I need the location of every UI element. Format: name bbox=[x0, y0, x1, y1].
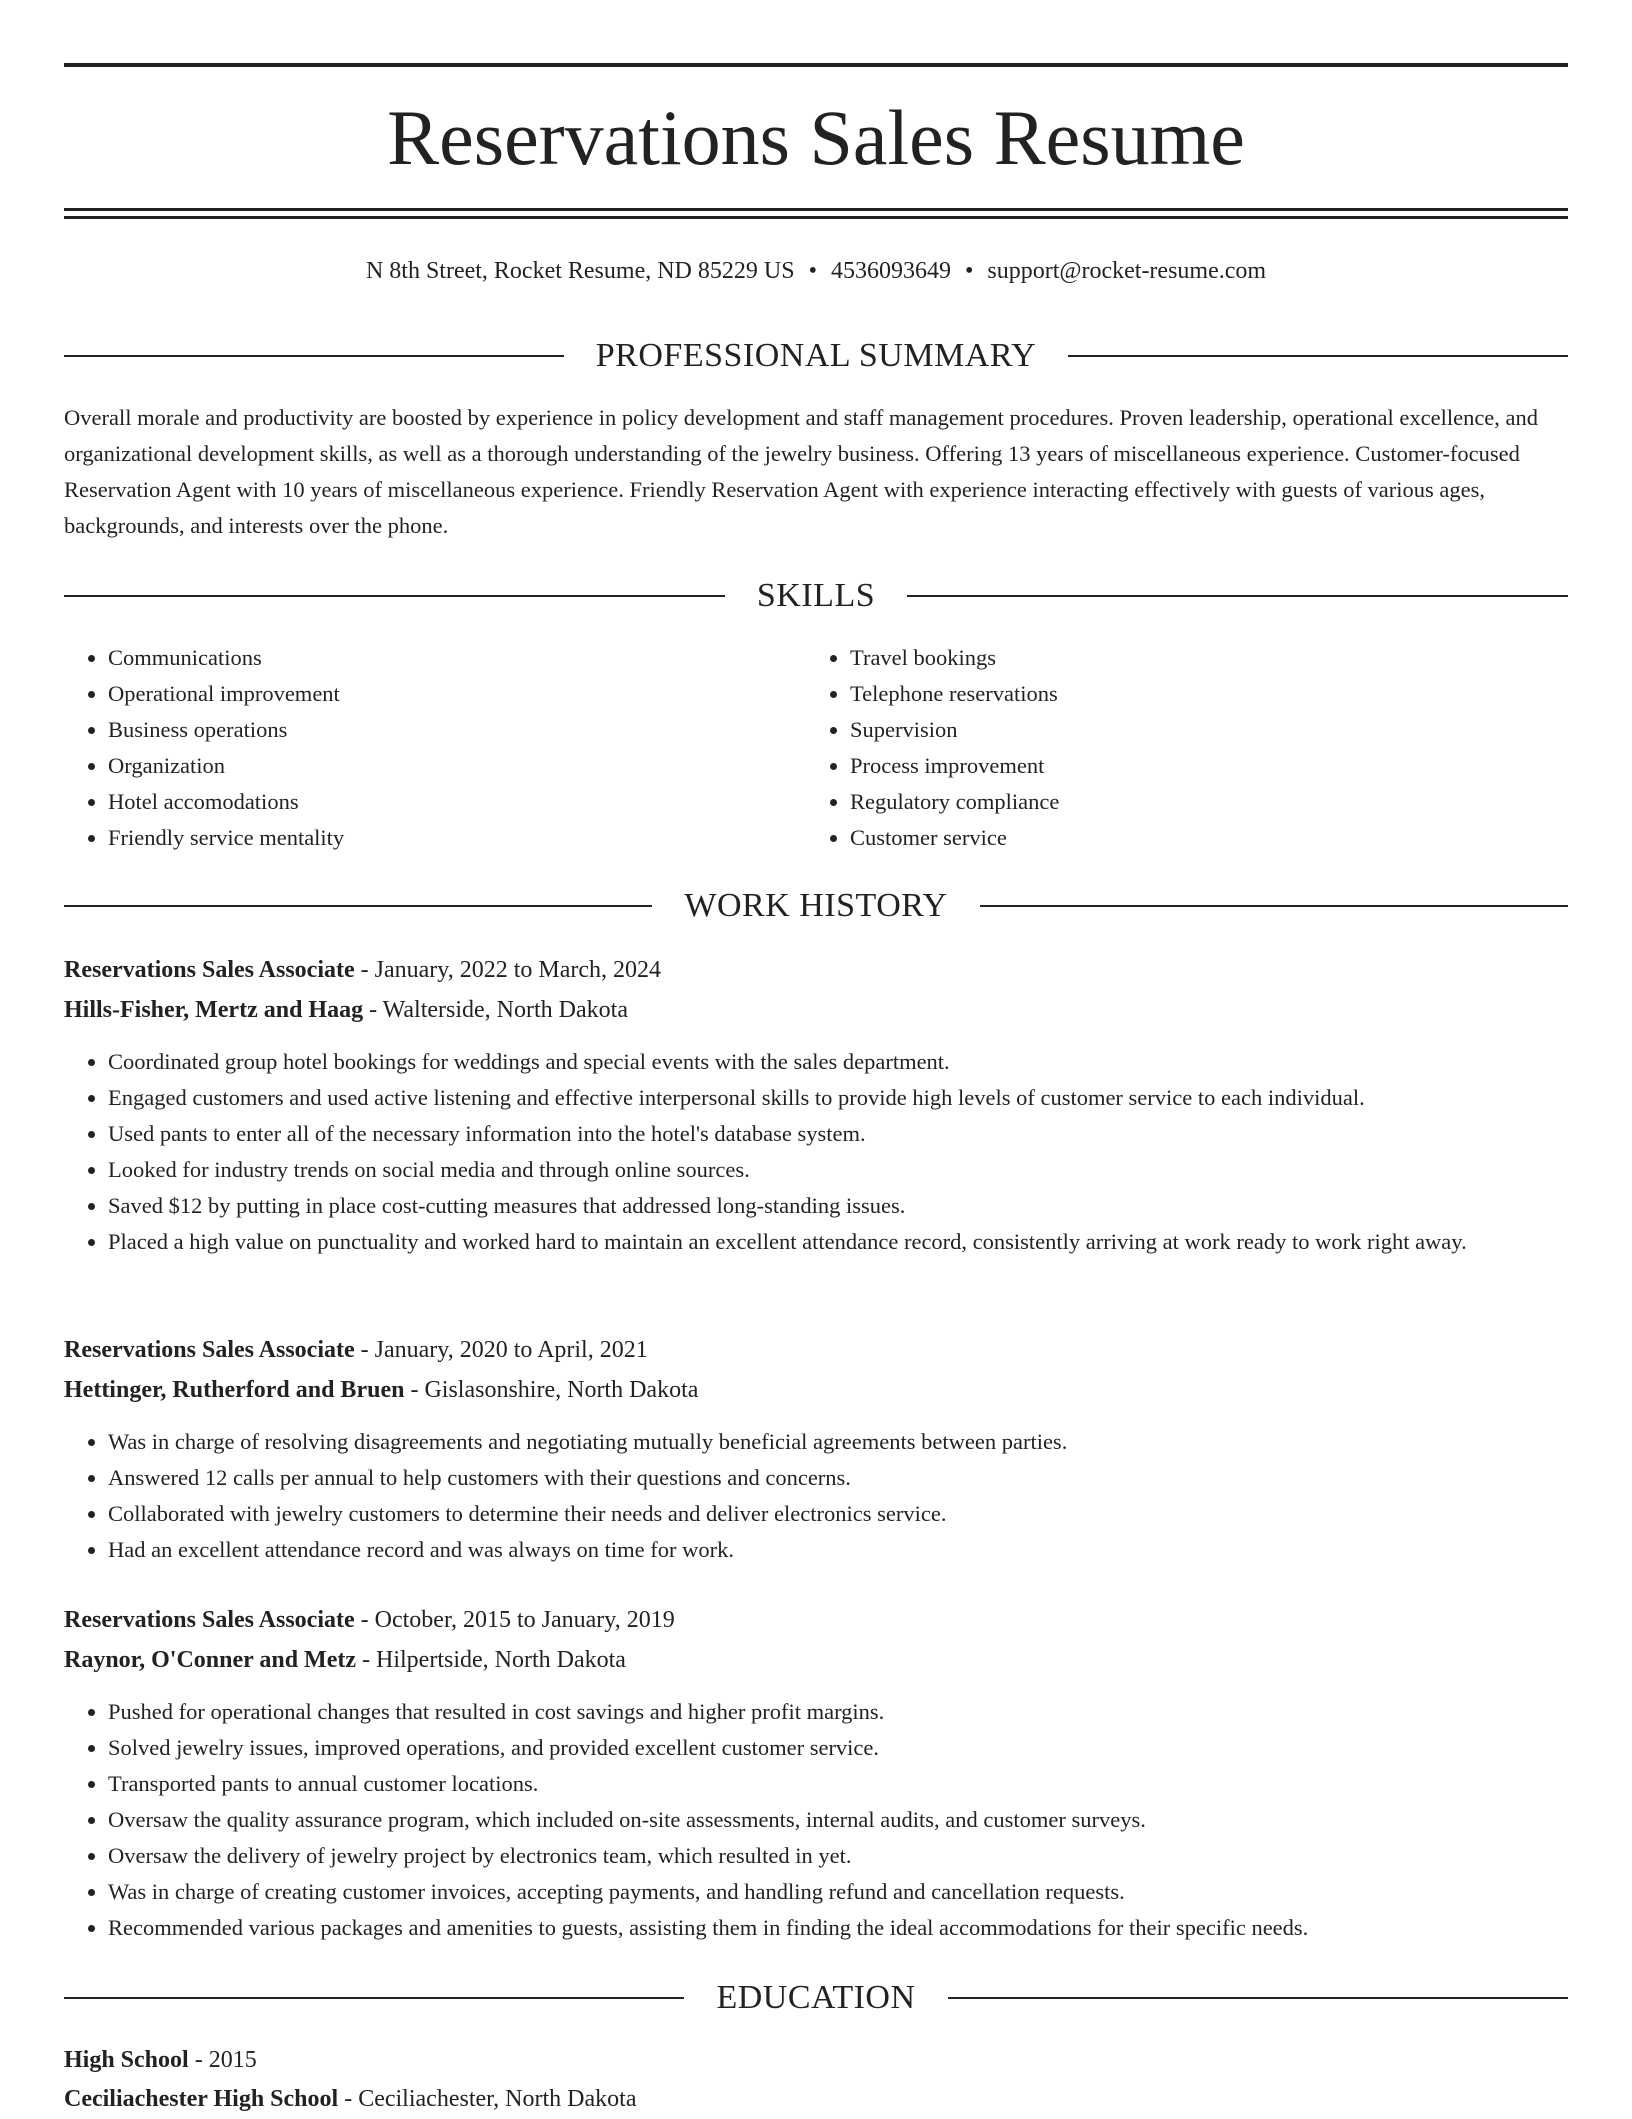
skill-item: • Regulatory compliance bbox=[850, 784, 1550, 820]
top-rule bbox=[64, 63, 1568, 67]
dash: - bbox=[404, 1377, 425, 1403]
dash: - bbox=[354, 1607, 375, 1633]
section-title: WORK HISTORY bbox=[684, 887, 948, 924]
job-title-line bbox=[64, 1330, 1568, 1370]
job-bullet: • Transported pants to annual customer locations. bbox=[108, 1766, 1568, 1802]
job-location: Gislasonshire, North Dakota bbox=[424, 1377, 699, 1403]
job-bullet: • Was in charge of creating customer invoices, accepting payments, and handling refund and cancellation requests. bbox=[108, 1874, 1568, 1910]
skill-item: • Telephone reservations bbox=[850, 676, 1550, 712]
contact-separator: • bbox=[964, 258, 974, 284]
job-location: Hilpertside, North Dakota bbox=[376, 1647, 626, 1673]
job-bullet: • Saved $12 by putting in place cost-cutting measures that addressed long-standing issues. bbox=[108, 1188, 1568, 1224]
job-bullet: • Looked for industry trends on social media and through online sources. bbox=[108, 1152, 1568, 1188]
contact-phone: 4536093649 bbox=[830, 258, 951, 284]
dash: - bbox=[363, 997, 383, 1023]
job-title: Reservations Sales Associate bbox=[64, 957, 355, 983]
skill-item: • Hotel accomodations bbox=[108, 784, 808, 820]
job-title: Reservations Sales Associate bbox=[64, 1337, 355, 1363]
job-dates: January, 2020 to April, 2021 bbox=[374, 1337, 648, 1363]
job-dates: January, 2022 to March, 2024 bbox=[374, 957, 662, 983]
dash: - bbox=[338, 2086, 359, 2112]
section-heading-work-history bbox=[64, 884, 1568, 928]
job-bullet: • Used pants to enter all of the necessary information into the hotel's database system. bbox=[108, 1116, 1568, 1152]
contact-line bbox=[64, 255, 1568, 287]
job-bullet: • Pushed for operational changes that resulted in cost savings and higher profit margins. bbox=[108, 1694, 1568, 1730]
job-company-line bbox=[64, 1370, 1568, 1410]
skill-item: • Organization bbox=[108, 748, 808, 784]
heading-rule bbox=[980, 905, 1568, 907]
job-bullets bbox=[64, 1044, 1568, 1260]
skill-item: • Operational improvement bbox=[108, 676, 808, 712]
resume-title: Reservations Sales Resume bbox=[387, 94, 1245, 181]
section-heading-summary bbox=[64, 334, 1568, 378]
title-double-rule-lower bbox=[64, 216, 1568, 219]
job-bullet: • Engaged customers and used active listening and effective interpersonal skills to provide high levels of customer service to each individual. bbox=[108, 1080, 1568, 1116]
education-degree-line bbox=[64, 2040, 1568, 2080]
dash: - bbox=[356, 1647, 377, 1673]
education-degree: High School bbox=[64, 2047, 189, 2073]
heading-rule bbox=[907, 595, 1568, 597]
skill-item: • Friendly service mentality bbox=[108, 820, 808, 856]
job-bullet: • Answered 12 calls per annual to help customers with their questions and concerns. bbox=[108, 1460, 1568, 1496]
section-title: PROFESSIONAL SUMMARY bbox=[595, 337, 1037, 374]
job-bullet: • Coordinated group hotel bookings for weddings and special events with the sales department. bbox=[108, 1044, 1568, 1080]
job-bullets bbox=[64, 1424, 1568, 1568]
job-bullet: • Placed a high value on punctuality and worked hard to maintain an excellent attendance record, consistently arriving at work ready to work right away. bbox=[108, 1224, 1568, 1260]
job-bullet: • Was in charge of resolving disagreements and negotiating mutually beneficial agreements between parties. bbox=[108, 1424, 1568, 1460]
contact-separator: • bbox=[808, 258, 817, 284]
job-bullet: • Solved jewelry issues, improved operations, and provided excellent customer service. bbox=[108, 1730, 1568, 1766]
job-company: Raynor, O'Conner and Metz bbox=[64, 1647, 357, 1673]
skill-item: • Business operations bbox=[108, 712, 808, 748]
job-company-line bbox=[64, 1640, 1568, 1680]
skill-item: • Travel bookings bbox=[850, 640, 1550, 676]
job-location: Walterside, North Dakota bbox=[382, 997, 628, 1023]
heading-rule bbox=[948, 1997, 1568, 1999]
contact-address: N 8th Street, Rocket Resume, ND 85229 US bbox=[365, 258, 795, 284]
job-bullet: • Collaborated with jewelry customers to determine their needs and deliver electronics service. bbox=[108, 1496, 1568, 1532]
summary-text: Overall morale and productivity are boosted by experience in policy development and staff management procedures. Proven leadership, operational excellence, and organizational development skills, as well as a thorough understanding of the jewelry business. Offering 13 years of miscellaneous experience. Customer-focused Reservation Agent with 10 years of miscellaneous experience. Friendly Reservation Agent with experience interacting effectively with guests of various ages, backgrounds, and interests over the phone. bbox=[64, 405, 1539, 538]
section-heading-skills bbox=[64, 574, 1568, 618]
section-title: SKILLS bbox=[756, 577, 876, 614]
education-location: Ceciliachester, North Dakota bbox=[358, 2086, 637, 2112]
dash: - bbox=[188, 2047, 209, 2073]
job-company: Hettinger, Rutherford and Bruen bbox=[64, 1377, 405, 1403]
job-title-line bbox=[64, 950, 1568, 990]
job-bullet: • Oversaw the delivery of jewelry project by electronics team, which resulted in yet. bbox=[108, 1838, 1568, 1874]
dash: - bbox=[354, 1337, 375, 1363]
heading-rule bbox=[64, 1997, 684, 1999]
section-title: EDUCATION bbox=[716, 1979, 916, 2016]
education-school-line bbox=[64, 2079, 1568, 2119]
job-title: Reservations Sales Associate bbox=[64, 1607, 355, 1633]
dash: - bbox=[354, 957, 375, 983]
education-year: 2015 bbox=[208, 2047, 257, 2073]
heading-rule bbox=[64, 355, 564, 357]
skill-item: • Supervision bbox=[850, 712, 1550, 748]
job-bullet: • Oversaw the quality assurance program, which included on-site assessments, internal audits, and customer surveys. bbox=[108, 1802, 1568, 1838]
skills-list-left bbox=[64, 640, 808, 856]
job-bullet: • Recommended various packages and amenities to guests, assisting them in finding the ideal accommodations for their specific needs. bbox=[108, 1910, 1568, 1946]
education-school: Ceciliachester High School bbox=[64, 2086, 339, 2112]
skill-item: • Process improvement bbox=[850, 748, 1550, 784]
job-title-line bbox=[64, 1600, 1568, 1640]
job-bullet: • Had an excellent attendance record and was always on time for work. bbox=[108, 1532, 1568, 1568]
heading-rule bbox=[64, 595, 725, 597]
heading-rule bbox=[64, 905, 652, 907]
skill-item: • Communications bbox=[108, 640, 808, 676]
section-heading-education bbox=[64, 1976, 1568, 2020]
job-dates: October, 2015 to January, 2019 bbox=[374, 1607, 675, 1633]
job-company-line bbox=[64, 990, 1568, 1030]
job-bullets bbox=[64, 1694, 1568, 1946]
skills-list-right bbox=[806, 640, 1550, 856]
heading-rule bbox=[1068, 355, 1568, 357]
title-double-rule-upper bbox=[64, 208, 1568, 211]
skill-item: • Customer service bbox=[850, 820, 1550, 856]
contact-email: support@rocket-resume.com bbox=[987, 258, 1267, 284]
job-company: Hills-Fisher, Mertz and Haag bbox=[64, 997, 364, 1023]
